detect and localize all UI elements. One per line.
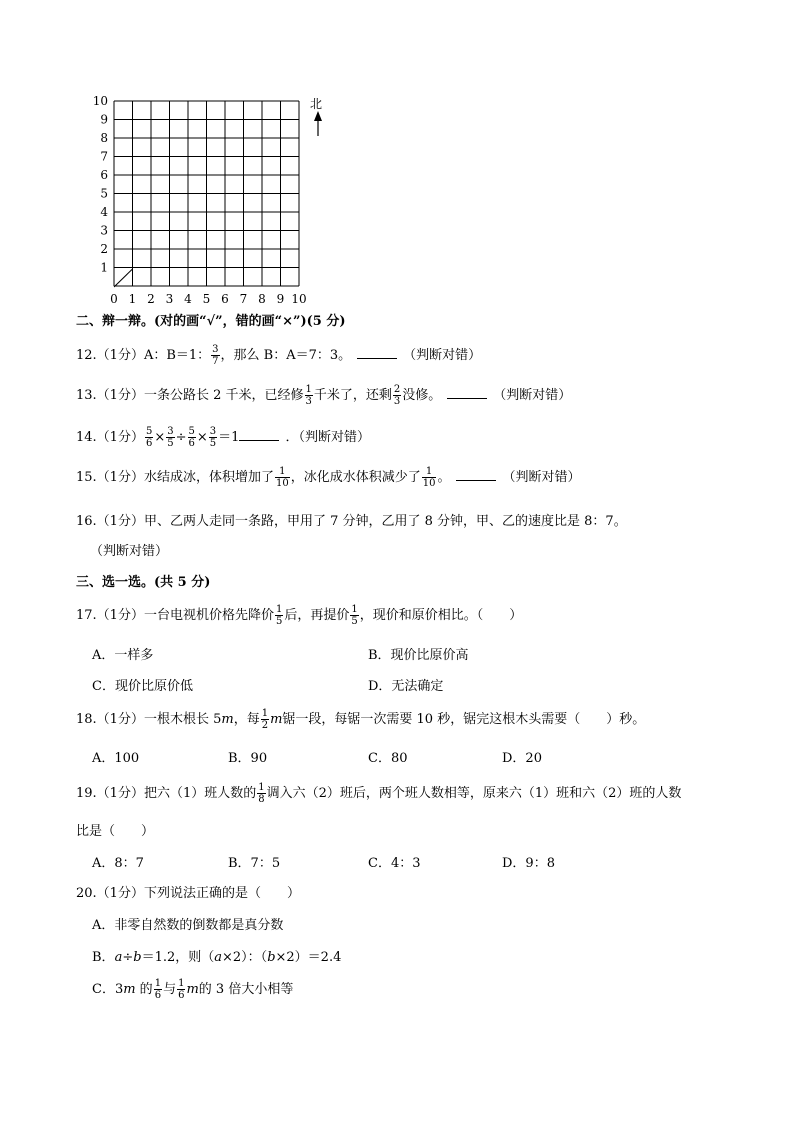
answer-blank[interactable]	[357, 357, 397, 359]
question-17: 17.（1分）一台电视机价格先降价 $\frac{1}{5}$ 后，再提价 $\frac{1}{5}$ ，现价和原价相比。（ ）	[76, 604, 523, 627]
option-d[interactable]: D．20	[502, 751, 542, 766]
option-a[interactable]: A．8：7	[92, 856, 144, 871]
x-axis-label: 8	[258, 292, 266, 306]
option-b[interactable]: B．现价比原价高	[368, 648, 469, 663]
y-axis-label: 1	[100, 260, 108, 275]
fraction: $\frac{1}{10}$	[422, 466, 436, 489]
y-axis-label: 5	[100, 186, 108, 201]
fraction: $\frac{3}{5}$	[167, 426, 174, 449]
answer-blank[interactable]	[239, 439, 279, 441]
y-axis-label: 8	[100, 131, 108, 145]
answer-blank[interactable]	[456, 479, 496, 481]
question-14: 14.（1分） $\frac{5}{6}$ × $\frac{3}{5}$ ÷ $\frac{5}{6}$ × $\frac{3}{5}$ ＝1 ．（判断对错）	[76, 426, 370, 449]
question-16-tail: （判断对错）	[90, 544, 169, 559]
coordinate-grid	[86, 92, 346, 314]
x-axis-label: 2	[147, 292, 155, 306]
north-label: 北	[310, 97, 323, 111]
option-d[interactable]: D．无法确定	[368, 679, 444, 694]
fraction: $\frac{5}{6}$	[145, 426, 153, 449]
question-18: 18.（1分）一根木根长 5m，每 $\frac{1}{2}$ m锯一段，每锯一次需要 10 秒，锯完这根木头需要（ ）秒。	[76, 708, 646, 731]
x-axis-label: 4	[184, 292, 192, 306]
option-c[interactable]: C．4：3	[368, 856, 421, 871]
x-axis-label: 6	[221, 292, 229, 306]
question-20: 20.（1分）下列说法正确的是（ ）	[76, 886, 300, 901]
y-axis-label: 9	[100, 112, 108, 127]
y-axis-label: 2	[100, 242, 108, 256]
option-c[interactable]: C．3m 的 $\frac{1}{6}$ 与 $\frac{1}{6}$ m的 3 倍大小相等	[92, 978, 294, 1001]
option-b[interactable]: B．90	[228, 751, 268, 766]
question-19: 19.（1分）把六（1）班人数的 $\frac{1}{8}$ 调入六（2）班后，两个班人数相等，原来六（1）班和六（2）班的人数	[76, 782, 682, 805]
fraction: $\frac{1}{6}$	[154, 978, 162, 1001]
option-d[interactable]: D．9：8	[502, 856, 555, 871]
question-12: 12.（1分）A：B＝1： $\frac{3}{7}$ ，那么 B：A＝7：3。 （判断对错）	[76, 344, 482, 367]
fraction: $\frac{1}{2}$	[261, 708, 269, 731]
y-axis-label: 6	[100, 168, 108, 182]
x-axis-label: 0	[110, 292, 118, 306]
diagonal-segment	[114, 269, 133, 287]
x-axis-label: 10	[291, 292, 307, 306]
section-title-judge: 二、辩一辩。(对的画“√”，错的画“×”)(5 分)	[76, 314, 346, 329]
fraction: $\frac{1}{5}$	[275, 604, 283, 627]
section-title-choose: 三、选一选。(共 5 分)	[76, 575, 211, 590]
option-a[interactable]: A．非零自然数的倒数都是真分数	[92, 918, 284, 933]
fraction: $\frac{1}{5}$	[351, 604, 358, 627]
x-axis-label: 3	[165, 292, 174, 306]
fraction: $\frac{1}{10}$	[275, 466, 289, 489]
question-13: 13.（1分）一条公路长 2 千米，已经修 $\frac{1}{3}$ 千米了，还剩 $\frac{2}{3}$ 没修。 （判断对错）	[76, 384, 572, 407]
answer-blank[interactable]	[447, 397, 487, 399]
option-a[interactable]: A．100	[92, 751, 140, 766]
question-15: 15.（1分）水结成冰，体积增加了 $\frac{1}{10}$ ，冰化成水体积减少了 $\frac{1}{10}$ 。 （判断对错）	[76, 466, 581, 489]
x-axis-label: 9	[276, 292, 285, 306]
fraction: $\frac{1}{6}$	[178, 978, 185, 1001]
fraction: $\frac{3}{5}$	[209, 426, 217, 449]
x-axis-label: 5	[202, 292, 211, 306]
x-axis-label: 1	[128, 292, 137, 306]
fraction: $\frac{1}{8}$	[258, 782, 265, 805]
y-axis-label: 7	[100, 149, 108, 164]
option-b[interactable]: B．7：5	[228, 856, 281, 871]
option-c[interactable]: C．80	[368, 751, 408, 766]
north-arrow-icon	[314, 111, 322, 136]
y-axis-label: 3	[100, 223, 108, 238]
option-b[interactable]: B．a÷b＝1.2，则（a×2）：（b×2）＝2.4	[92, 950, 342, 965]
x-axis-label: 7	[239, 292, 248, 306]
y-axis-label: 4	[100, 205, 108, 219]
option-c[interactable]: C．现价比原价低	[92, 679, 193, 694]
fraction: $\frac{1}{3}$	[305, 384, 312, 407]
option-a[interactable]: A．一样多	[92, 648, 154, 663]
question-19-line2: 比是（ ）	[76, 824, 155, 839]
fraction: $\frac{5}{6}$	[188, 426, 195, 449]
y-axis-label: 10	[92, 94, 108, 108]
fraction: $\frac{2}{3}$	[393, 384, 401, 407]
fraction: $\frac{3}{7}$	[212, 344, 219, 367]
question-16: 16.（1分）甲、乙两人走同一条路，甲用了 7 分钟，乙用了 8 分钟，甲、乙的速度比是 8：7。	[76, 514, 627, 529]
